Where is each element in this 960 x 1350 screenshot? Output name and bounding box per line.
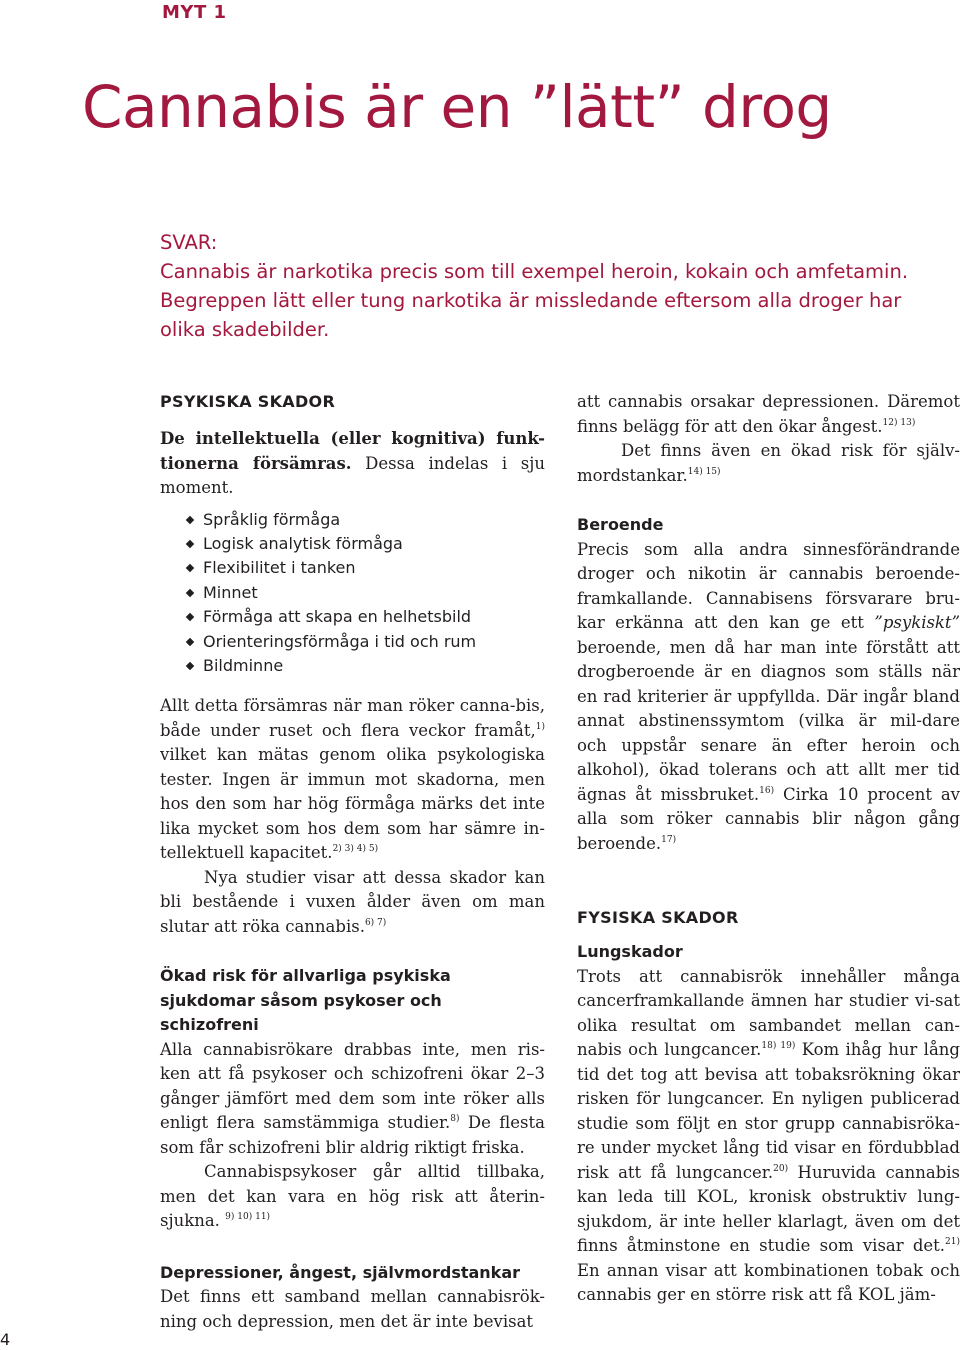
list-item-label: Bildminne [203, 655, 284, 675]
cognition-paragraph [160, 694, 545, 866]
subheading-psychosis: Ökad risk för allvarliga psykiska sjukdomar såsom psykoser och schizofreni [160, 966, 451, 1035]
page-number: 4 [0, 1330, 11, 1349]
list-item [186, 630, 545, 654]
text-run: Kom ihåg hur lång tid det tog att bevisa att tobaksrökning ökar risken för lungcancer. En nyligen publicerad studie som följt en stor grupp cannabisröka-re under mycket lång tid visar en fördubblad risk att få lungcancer. [577, 1040, 960, 1182]
subheading-lung: Lungskador [577, 942, 683, 961]
text-run: Allt detta försämras när man röker canna-bis, både under ruset och flera veckor framåt, [160, 696, 545, 740]
permanent-damage-paragraph [160, 866, 545, 940]
text-run: En annan visar att kombinationen tobak och cannabis ger en större risk att få KOL jäm- [577, 1260, 960, 1304]
footnote-ref: 17) [661, 834, 677, 845]
diamond-bullet-icon [186, 662, 194, 670]
diamond-bullet-icon [186, 515, 194, 523]
diamond-bullet-icon [186, 540, 194, 548]
footnote-ref: 21) [945, 1237, 960, 1247]
footnote-ref: 8) [450, 1114, 460, 1125]
answer-line: Cannabis är narkotika precis som till exempel heroin, kokain och amfetamin. [160, 260, 909, 283]
footnote-ref: 16) [759, 785, 775, 796]
page-title: Cannabis är en ”lätt” drog [82, 73, 832, 141]
section-heading-physical: FYSISKA SKADOR [577, 908, 739, 927]
footnote-ref: 1) [535, 721, 545, 732]
text-run: Cirka 10 procent av alla som röker cannabis blir någon gång beroende. [577, 784, 960, 853]
footnote-ref: 12) 13) [882, 417, 916, 428]
footnote-ref: 2) 3) 4) 5) [332, 844, 379, 855]
section-heading-psychic: PSYKISKA SKADOR [160, 392, 336, 411]
intro-rest: Dessa indelas i sju moment. [160, 453, 546, 497]
text-run-italic: ”psykiskt” [874, 613, 960, 632]
footnote-ref: 14) 15) [687, 466, 721, 477]
text-run: att cannabis orsakar depressionen. Däremot finns belägg för att den ökar ångest. [577, 392, 960, 436]
cognitive-list [186, 508, 545, 679]
footnote-ref: 9) 10) 11) [225, 1212, 271, 1223]
list-item [186, 508, 545, 532]
left-column [160, 390, 545, 1334]
right-column [577, 390, 960, 1308]
myth-label: MYT 1 [162, 2, 227, 23]
intro-bold: De intellektuella (eller kognitiva) funk-tionerna försämras. [160, 429, 545, 473]
diamond-bullet-icon [186, 637, 194, 645]
psychic-intro [160, 427, 545, 501]
list-item [186, 556, 545, 580]
footnote-ref: 20) [773, 1163, 789, 1174]
list-item-label: Logisk analytisk förmåga [203, 533, 403, 553]
subheading-addiction: Beroende [577, 515, 664, 534]
text-run: Precis som alla andra sinnesförändrande droger och nikotin är cannabis beroende-framkallande. Cannabisens försvarare bru-kar erkänna att den kan ge ett [577, 539, 960, 632]
psychosis-relapse-paragraph [160, 1160, 545, 1234]
text-run: Nya studier visar att dessa skador kan bli bestående i vuxen ålder även om man slutar att röka cannabis. [160, 867, 545, 936]
addiction-paragraph [577, 538, 960, 857]
text-run: beroende, men då har man inte förstått att drogberoende är en diagnos som ställs när en rad kriterier är uppfyllda. Där ingår bland annat abstinenssymtom (vilka är mil-dare och uppstår senare än efter heroin och alkohol), ökad tolerans och att allt mer tid ägnas åt missbruket. [577, 637, 960, 804]
list-item-label: Orienteringsförmåga i tid och rum [203, 631, 477, 651]
list-item-label: Förmåga att skapa en helhetsbild [203, 607, 472, 627]
diamond-bullet-icon [186, 564, 194, 572]
text-run: Alla cannabisrökare drabbas inte, men ris-ken att få psykoser och schizofreni ökar 2–3 gånger jämfört med dem som inte röker alls enligt flera samstämmiga studier. [160, 1039, 545, 1133]
answer-block [160, 228, 940, 344]
answer-label: SVAR: [160, 231, 218, 254]
answer-line: olika skadebilder. [160, 318, 330, 341]
psychosis-paragraph [160, 1038, 545, 1161]
text-run: Cannabispsykoser går alltid tillbaka, men det kan vara en hög risk att återin-sjukna. [160, 1162, 545, 1231]
text-run: Det finns även en ökad risk för själv-mordstankar. [577, 441, 960, 485]
text-run: vilket kan mätas genom olika psykologiska tester. Ingen är immun mot skadorna, men hos den som har hög förmåga märks det inte lika mycket som hos dem som har sämre in-tellektuell kapacitet. [160, 745, 545, 863]
subheading-depression: Depressioner, ångest, självmordstankar [160, 1262, 521, 1282]
diamond-bullet-icon [186, 613, 194, 621]
list-item-label: Minnet [203, 582, 258, 602]
list-item [186, 532, 545, 556]
depression-paragraph-end [577, 390, 960, 439]
suicide-paragraph [577, 439, 960, 488]
footnote-ref: 6) 7) [364, 917, 387, 928]
list-item [186, 581, 545, 605]
list-item [186, 605, 545, 629]
text-run: Trots att cannabisrök innehåller många cancerframkallande ämnen har studier vi-sat olika resultat om sambandet mellan can-nabis och lungcancer. [577, 966, 960, 1059]
footnote-ref: 18) 19) [761, 1041, 796, 1051]
text-run: De flesta som får schizofreni blir aldrig riktigt friska. [160, 1113, 545, 1157]
text-run: Huruvida cannabis kan leda till KOL, kronisk obstruktiv lung-sjukdom, är inte heller klarlagt, även om det finns åtminstone en studie som visar det. [577, 1162, 960, 1255]
depression-paragraph-start: Det finns ett samband mellan cannabisrök-ning och depression, men det är inte bevisat [160, 1287, 545, 1331]
lung-paragraph [577, 965, 960, 1308]
diamond-bullet-icon [186, 588, 194, 596]
list-item-label: Flexibilitet i tanken [203, 558, 356, 578]
list-item-label: Språklig förmåga [203, 509, 341, 529]
answer-line: Begreppen lätt eller tung narkotika är missledande eftersom alla droger har [160, 289, 902, 312]
list-item [186, 654, 545, 678]
